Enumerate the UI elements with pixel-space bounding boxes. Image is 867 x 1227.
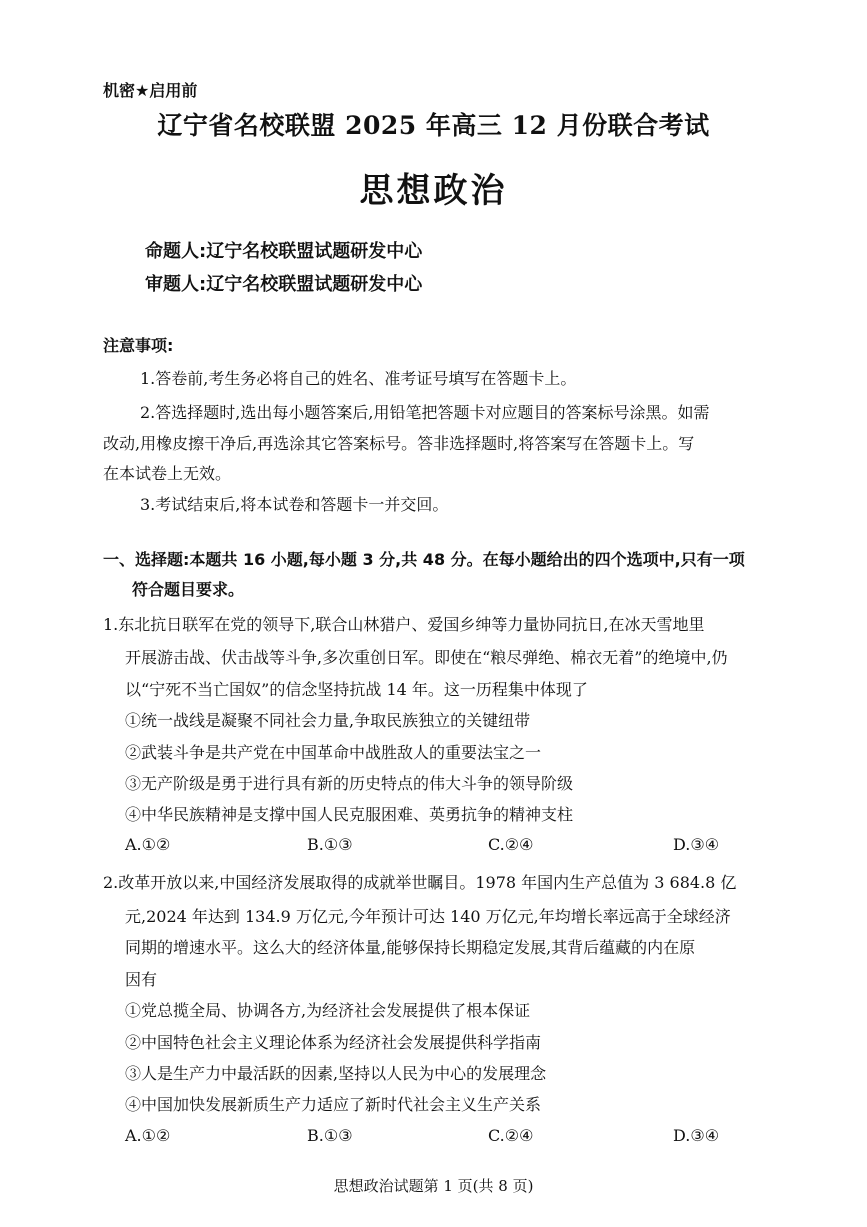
question-1-stem: 1.东北抗日联军在党的领导下,联合山林猎户、爱国乡绅等力量协同抗日,在冰天雪地里 — [103, 615, 705, 634]
exam-title: 辽宁省名校联盟 2025 年高三 12 月份联合考试 — [157, 111, 710, 140]
question-2-item: ④中国加快发展新质生产力适应了新时代社会主义生产关系 — [125, 1095, 542, 1114]
author-line: 命题人:辽宁名校联盟试题研发中心 — [145, 241, 423, 262]
notice-title: 注意事项: — [103, 336, 174, 355]
notice-line: 改动,用橡皮擦干净后,再选涂其它答案标号。答非选择题时,将答案写在答题卡上。写 — [103, 434, 695, 453]
question-2-stem: 元,2024 年达到 134.9 万亿元,今年预计可达 140 万亿元,年均增长率远高于全球经济 — [125, 907, 731, 926]
page-footer: 思想政治试题第 1 页(共 8 页) — [333, 1177, 534, 1195]
confidential-mark: 机密★启用前 — [103, 81, 198, 100]
question-1-item: ④中华民族精神是支撑中国人民克服困难、英勇抗争的精神支柱 — [125, 805, 574, 824]
question-2-item: ②中国特色社会主义理论体系为经济社会发展提供科学指南 — [125, 1033, 542, 1052]
question-2-stem: 2.改革开放以来,中国经济发展取得的成就举世瞩目。1978 年国内生产总值为 3 684.8 亿 — [103, 873, 737, 892]
question-1-option-c: C.②④ — [488, 835, 534, 854]
question-1-item: ②武装斗争是共产党在中国革命中战胜敌人的重要法宝之一 — [125, 743, 542, 762]
question-1-option-d: D.③④ — [673, 835, 720, 854]
question-2-option-d: D.③④ — [673, 1126, 720, 1145]
reviewer-line: 审题人:辽宁名校联盟试题研发中心 — [145, 274, 423, 295]
section-heading-cont: 符合题目要求。 — [132, 580, 245, 599]
notice-line: 1.答卷前,考生务必将自己的姓名、准考证号填写在答题卡上。 — [140, 369, 577, 388]
question-2-item: ③人是生产力中最活跃的因素,坚持以人民为中心的发展理念 — [125, 1064, 547, 1083]
question-1-item: ③无产阶级是勇于进行具有新的历史特点的伟大斗争的领导阶级 — [125, 774, 574, 793]
question-1-option-a: A.①② — [125, 835, 171, 854]
question-1-option-b: B.①③ — [307, 835, 353, 854]
question-2-stem: 同期的增速水平。这么大的经济体量,能够保持长期稳定发展,其背后蕴藏的内在原 — [125, 938, 696, 957]
section-heading: 一、选择题:本题共 16 小题,每小题 3 分,共 48 分。在每小题给出的四个选项中,只有一项 — [103, 550, 745, 569]
question-2-stem: 因有 — [125, 970, 158, 989]
notice-line: 2.答选择题时,选出每小题答案后,用铅笔把答题卡对应题目的答案标号涂黑。如需 — [140, 403, 710, 422]
question-1-stem: 开展游击战、伏击战等斗争,多次重创日军。即使在“粮尽弹绝、棉衣无着”的绝境中,仍 — [125, 648, 728, 667]
question-1-item: ①统一战线是凝聚不同社会力量,争取民族独立的关键纽带 — [125, 711, 531, 730]
subject-title: 思想政治 — [359, 171, 508, 211]
question-1-stem: 以“宁死不当亡国奴”的信念坚持抗战 14 年。这一历程集中体现了 — [125, 680, 588, 699]
question-2-option-b: B.①③ — [307, 1126, 353, 1145]
notice-line: 3.考试结束后,将本试卷和答题卡一并交回。 — [140, 495, 449, 514]
question-2-option-c: C.②④ — [488, 1126, 534, 1145]
notice-line: 在本试卷上无效。 — [103, 464, 232, 483]
question-2-item: ①党总揽全局、协调各方,为经济社会发展提供了根本保证 — [125, 1001, 531, 1020]
question-2-option-a: A.①② — [125, 1126, 171, 1145]
